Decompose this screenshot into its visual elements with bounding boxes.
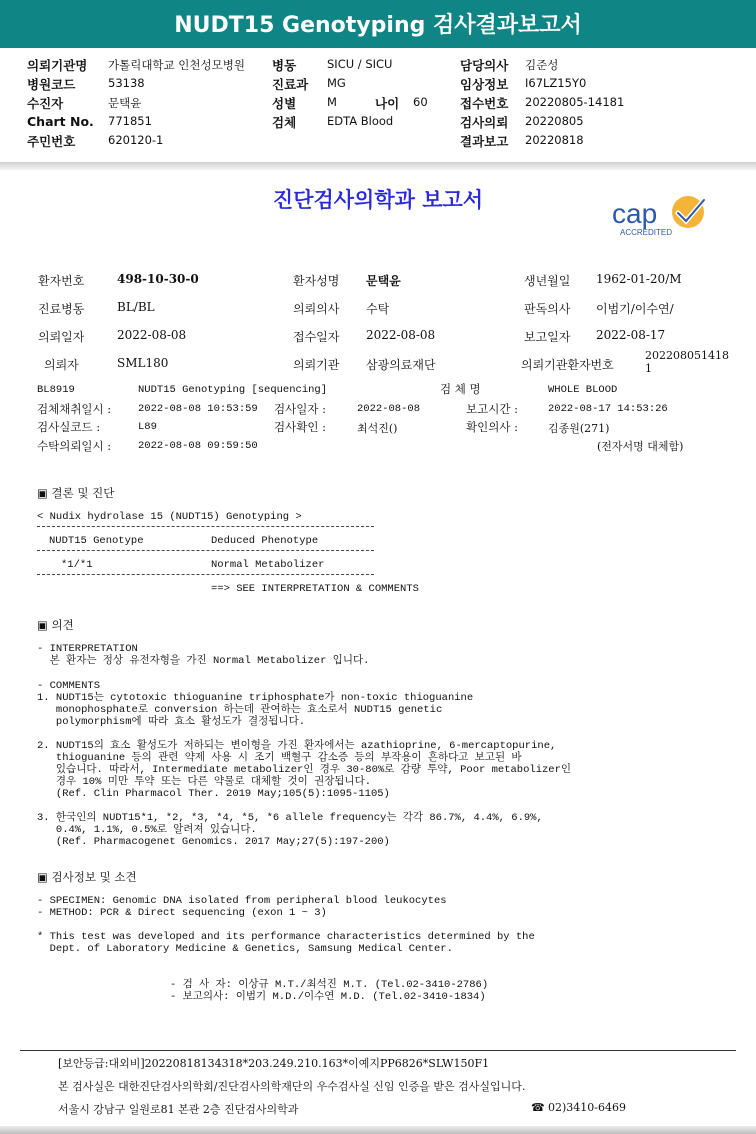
comment3-line: (Ref. Pharmacogenet Genomics. 2017 May;27(5):197-200) xyxy=(37,836,390,848)
opinion-heading: ▣ 의견 xyxy=(37,618,74,632)
info-panel xyxy=(0,48,756,162)
info-value-chart: 771851 xyxy=(108,114,152,128)
comment2-line: 경우 10% 미만 투약 또는 다른 약물로 대체할 것이 권장됩니다. xyxy=(37,776,372,788)
comment1-line: polymorphism에 따라 효소 활성도가 결정됩니다. xyxy=(37,716,306,728)
footer-rule xyxy=(20,1050,736,1051)
info-value-sex: M xyxy=(327,95,337,109)
label-req-doctor: 의뢰의사 xyxy=(293,302,340,316)
comment2-line: thioguanine 등의 관련 약제 사용 시 조기 백혈구 감소증 등의 부작용이 흔하다고 보고된 바 xyxy=(37,752,522,764)
result-divider-bottom xyxy=(37,574,374,575)
value-patient-no: 498-10-30-0 xyxy=(117,272,199,286)
info-value-hospital: 가톨릭대학교 인천성모병원 xyxy=(108,58,245,72)
info-label-age: 나이 xyxy=(375,96,400,111)
value-report-date: 2022-08-17 xyxy=(596,328,666,342)
comments-heading: - COMMENTS xyxy=(37,680,101,692)
note-line: Dept. of Laboratory Medicine & Genetics, Samsung Medical Center. xyxy=(37,943,453,955)
info-label-specimen: 검체 xyxy=(272,115,297,130)
doctor-label: 확인의사 : xyxy=(466,420,518,434)
label-inst-patient-no: 의뢰기관환자번호 xyxy=(521,358,614,372)
result-heading: ▣ 결론 및 진단 xyxy=(37,486,115,500)
panel-divider xyxy=(0,162,756,170)
collect-label: 검체채취일시 : xyxy=(37,402,112,416)
label-requester: 의뢰자 xyxy=(44,358,79,372)
info-label-sex: 성별 xyxy=(272,96,297,111)
info-value-specimen: EDTA Blood xyxy=(327,114,394,128)
report-time-value: 2022-08-17 14:53:26 xyxy=(548,403,668,415)
signature-tester: - 검 사 자: 이상규 M.T./최석진 M.T. (Tel.02-3410-2786) xyxy=(170,979,489,991)
label-reading-doctor: 판독의사 xyxy=(524,302,571,316)
phone-icon: ☎ xyxy=(531,1101,545,1114)
info-label-chart: Chart No. xyxy=(27,114,94,129)
info-value-physician: 김준성 xyxy=(525,58,559,72)
info-value-request-date: 20220805 xyxy=(525,114,584,128)
info-value-age: 60 xyxy=(413,95,428,109)
comment2-line: 2. NUDT15의 효소 활성도가 저하되는 변이형을 가진 환자에서는 azathioprine, 6-mercaptopurine, xyxy=(37,740,557,752)
info-value-ward: SICU / SICU xyxy=(327,57,393,71)
collect-value: 2022-08-08 10:53:59 xyxy=(138,403,258,415)
info-value-hospital-code: 53138 xyxy=(108,76,145,90)
test-date-value: 2022-08-08 xyxy=(357,403,421,415)
label-report-date: 보고일자 xyxy=(524,330,571,344)
specimen-line: - SPECIMEN: Genomic DNA isolated from peripheral blood leukocytes xyxy=(37,895,447,907)
method-line: - METHOD: PCR & Direct sequencing (exon 1 ~ 3) xyxy=(37,907,327,919)
result-phenotype: Normal Metabolizer xyxy=(211,559,325,571)
info-value-dept: MG xyxy=(327,76,346,90)
cap-accredited-text: ACCREDITED xyxy=(620,228,673,237)
esign-note: (전자서명 대체함) xyxy=(597,440,684,453)
info-label-hospital: 의뢰기관명 xyxy=(27,58,88,73)
cap-accredited-logo xyxy=(612,192,712,242)
doctor-value: 김종원(271) xyxy=(548,422,610,435)
specimen-value: WHOLE BLOOD xyxy=(548,384,618,396)
result-genotype: *1/*1 xyxy=(61,559,93,571)
page-title: NUDT15 Genotyping 검사결과보고서 xyxy=(174,13,582,38)
interp-heading: - INTERPRETATION xyxy=(37,643,138,655)
test-name: NUDT15 Genotyping [sequencing] xyxy=(138,384,328,396)
info-label-dept: 진료과 xyxy=(272,77,309,92)
info-label-ward: 병동 xyxy=(272,58,297,73)
comment1-line: 1. NUDT15는 cytotoxic thioguanine triphosphate가 non-toxic thioguanine xyxy=(37,692,474,704)
info-label-patient: 수진자 xyxy=(27,96,64,111)
comment3-line: 3. 한국인의 NUDT15*1, *2, *3, *4, *5, *6 allele frequency는 각각 86.7%, 4.4%, 6.9%, xyxy=(37,812,543,824)
value-reading-doctor: 이범기/이수연/ xyxy=(596,302,674,316)
label-birth: 생년월일 xyxy=(524,274,571,288)
info-value-report-date: 20220818 xyxy=(525,133,584,147)
result-divider-top xyxy=(37,526,374,527)
signature-reporter: - 보고의사: 이범기 M.D./이수연 M.D. (Tel.02-3410-1834) xyxy=(170,991,486,1003)
phone-number: 02)3410-6469 xyxy=(548,1101,626,1114)
value-req-date: 2022-08-08 xyxy=(117,328,187,342)
result-divider-mid xyxy=(37,550,374,551)
interp-text: 본 환자는 정상 유전자형을 가진 Normal Metabolizer 입니다. xyxy=(37,655,370,667)
report-title: 진단검사의학과 보고서 xyxy=(272,187,484,212)
label-patient-no: 환자번호 xyxy=(38,274,85,288)
info-label-rrn: 주민번호 xyxy=(27,134,76,149)
info-label-physician: 담당의사 xyxy=(460,58,509,73)
test-date-label: 검사일자 : xyxy=(274,402,326,416)
room-label: 검사실코드 : xyxy=(37,420,101,434)
address-line: 서울시 강남구 일원로81 본관 2층 진단검사의학과 xyxy=(58,1103,299,1116)
test-info-heading: ▣ 검사정보 및 소견 xyxy=(37,870,137,884)
info-label-clinical: 임상정보 xyxy=(460,77,509,92)
room-value: L89 xyxy=(138,421,157,433)
result-col-genotype: NUDT15 Genotype xyxy=(49,535,144,547)
comment2-line: 있습니다. 따라서, Intermediate metabolizer인 경우 30-80%로 감량 투약, Poor metabolizer인 xyxy=(37,764,572,776)
info-value-patient: 문택윤 xyxy=(108,96,142,110)
label-req-institution: 의뢰기관 xyxy=(293,358,340,372)
confirm-label: 검사확인 : xyxy=(274,420,326,434)
label-req-date: 의뢰일자 xyxy=(38,330,85,344)
result-subtitle: < Nudix hydrolase 15 (NUDT15) Genotyping > xyxy=(37,511,302,523)
info-label-hospital-code: 병원코드 xyxy=(27,77,76,92)
label-ward: 진료병동 xyxy=(38,302,85,316)
info-label-request-date: 검사의뢰 xyxy=(460,115,509,130)
note-line: * This test was developed and its performance characteristics determined by the xyxy=(37,931,535,943)
req-time-value: 2022-08-08 09:59:50 xyxy=(138,440,258,452)
comment3-line: 0.4%, 1.1%, 0.5%로 알려져 있습니다. xyxy=(37,824,257,836)
comment1-line: monophosphate로 conversion 하는데 관여하는 효소로서 NUDT15 genetic xyxy=(37,704,443,716)
label-receipt-date: 접수일자 xyxy=(293,330,340,344)
value-patient-name: 문택윤 xyxy=(366,274,401,288)
page-bottom-edge xyxy=(0,1126,756,1134)
info-value-clinical: I67LZ15Y0 xyxy=(525,76,587,90)
certification-line: 본 검사실은 대한진단검사의학회/진단검사의학재단의 우수검사실 신임 인증을 받은 검사실입니다. xyxy=(58,1080,526,1093)
cap-logo-text: cap xyxy=(612,198,658,229)
value-receipt-date: 2022-08-08 xyxy=(366,328,436,342)
value-birth: 1962-01-20/M xyxy=(596,272,682,286)
value-req-institution: 삼광의료재단 xyxy=(366,358,436,372)
report-time-label: 보고시간 : xyxy=(466,402,518,416)
result-see-note: ==> SEE INTERPRETATION & COMMENTS xyxy=(211,583,419,595)
label-patient-name: 환자성명 xyxy=(293,274,340,288)
security-line: [보안등급:대외비]20220818134318*203.249.210.163*이예지PP6826*SLW150F1 xyxy=(58,1057,490,1070)
info-value-rrn: 620120-1 xyxy=(108,133,164,147)
info-value-accession: 20220805-14181 xyxy=(525,95,625,109)
value-requester: SML180 xyxy=(117,356,169,370)
info-label-accession: 접수번호 xyxy=(460,96,509,111)
value-inst-patient-no-line1: 202208051418 xyxy=(645,349,729,362)
confirm-value: 최석진() xyxy=(357,422,398,435)
comment2-line: (Ref. Clin Pharmacol Ther. 2019 May;105(5):1095-1105) xyxy=(37,788,390,800)
specimen-label: 검 체 명 xyxy=(440,382,481,396)
info-label-report-date: 결과보고 xyxy=(460,134,509,149)
test-code: BL8919 xyxy=(37,384,75,396)
value-ward: BL/BL xyxy=(117,300,155,314)
value-req-doctor: 수탁 xyxy=(366,302,390,316)
report-body xyxy=(0,170,756,1040)
value-inst-patient-no-line2: 1 xyxy=(645,362,652,375)
req-time-label: 수탁의뢰일시 : xyxy=(37,439,112,453)
result-col-phenotype: Deduced Phenotype xyxy=(211,535,319,547)
